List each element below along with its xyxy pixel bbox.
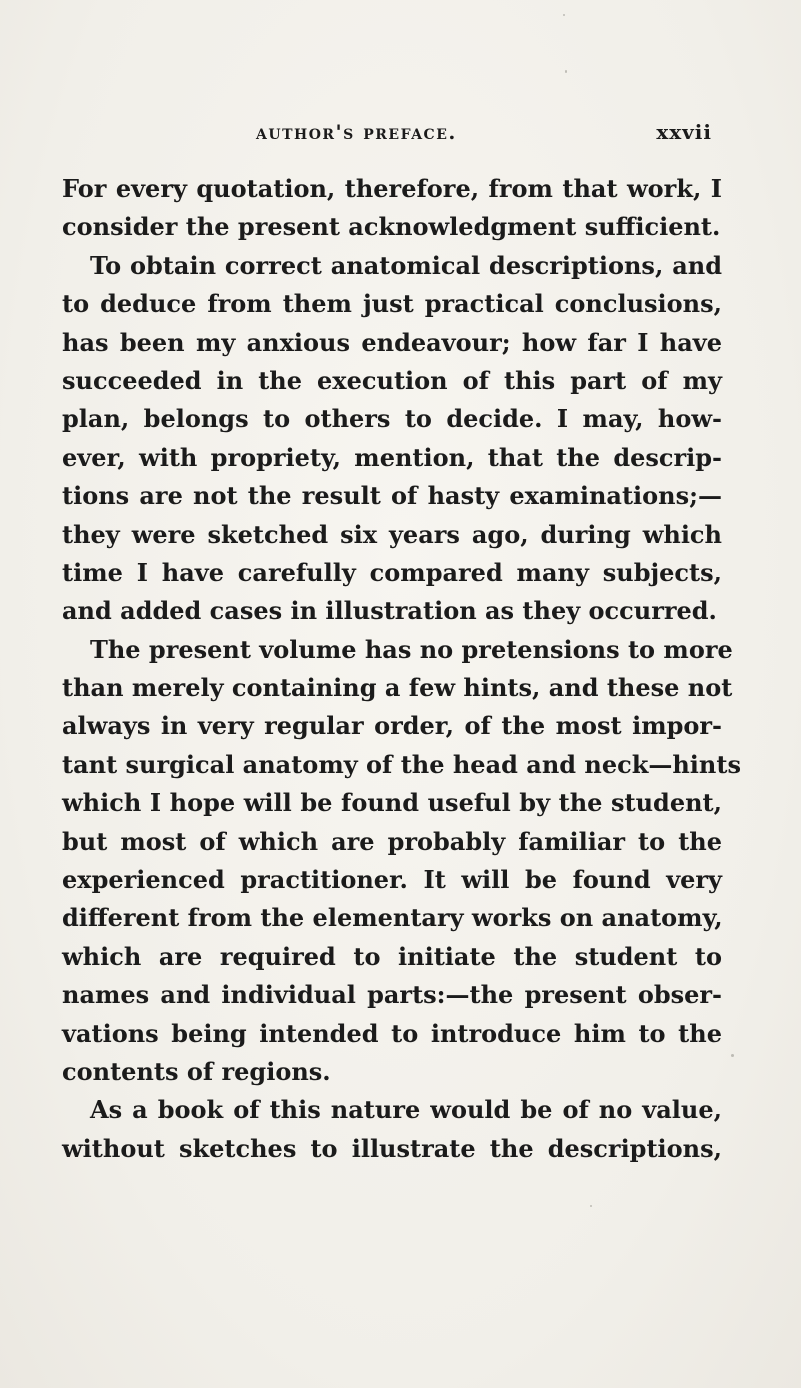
text-line: As a book of this nature would be of no value,: [90, 1095, 722, 1125]
text-line: always in very regular order, of the most impor-: [62, 711, 722, 741]
text-line: experienced practitioner. It will be found very: [62, 865, 722, 895]
text-line: but most of which are probably familiar to the: [62, 826, 722, 856]
text-line: time I have carefully compared many subjects,: [62, 557, 722, 587]
text-line: contents of regions.: [62, 1056, 331, 1086]
text-line: which are required to initiate the student to: [62, 941, 722, 971]
text-line: The present volume has no pretensions to more: [90, 634, 733, 664]
text-line: has been my anxious endeavour; how far I have: [62, 327, 722, 357]
text-line: succeeded in the execution of this part of my: [62, 365, 722, 395]
text-line: For every quotation, therefore, from that work, I: [62, 174, 722, 203]
text-line: different from the elementary works on anatomy,: [62, 903, 723, 933]
text-line: ever, with propriety, mention, that the descrip-: [62, 442, 722, 472]
text-line: and added cases in illustration as they occurred.: [62, 596, 717, 626]
text-line: they were sketched six years ago, during which: [62, 519, 722, 549]
text-line: To obtain correct anatomical descriptions, and: [90, 250, 722, 280]
text-line: names and individual parts:—the present obser-: [62, 980, 722, 1010]
running-head: [256, 120, 712, 148]
text-line: plan, belongs to others to decide. I may, how-: [62, 404, 722, 434]
text-line: consider the present acknowledgment sufficient.: [62, 212, 721, 242]
text-line: than merely containing a few hints, and these not: [62, 673, 733, 703]
running-head-title: author's preface.: [256, 120, 457, 144]
text-line: tant surgical anatomy of the head and neck—hints: [62, 749, 741, 779]
text-line: tions are not the result of hasty examinations;—: [62, 481, 722, 511]
text-line: without sketches to illustrate the descriptions,: [62, 1133, 722, 1163]
text-line: which I hope will be found useful by the student,: [62, 788, 722, 818]
page-number: xxvii: [656, 120, 712, 144]
text-line: vations being intended to introduce him to the: [62, 1018, 722, 1048]
body-text: [62, 170, 741, 1168]
text-line: to deduce from them just practical conclusions,: [62, 289, 722, 319]
